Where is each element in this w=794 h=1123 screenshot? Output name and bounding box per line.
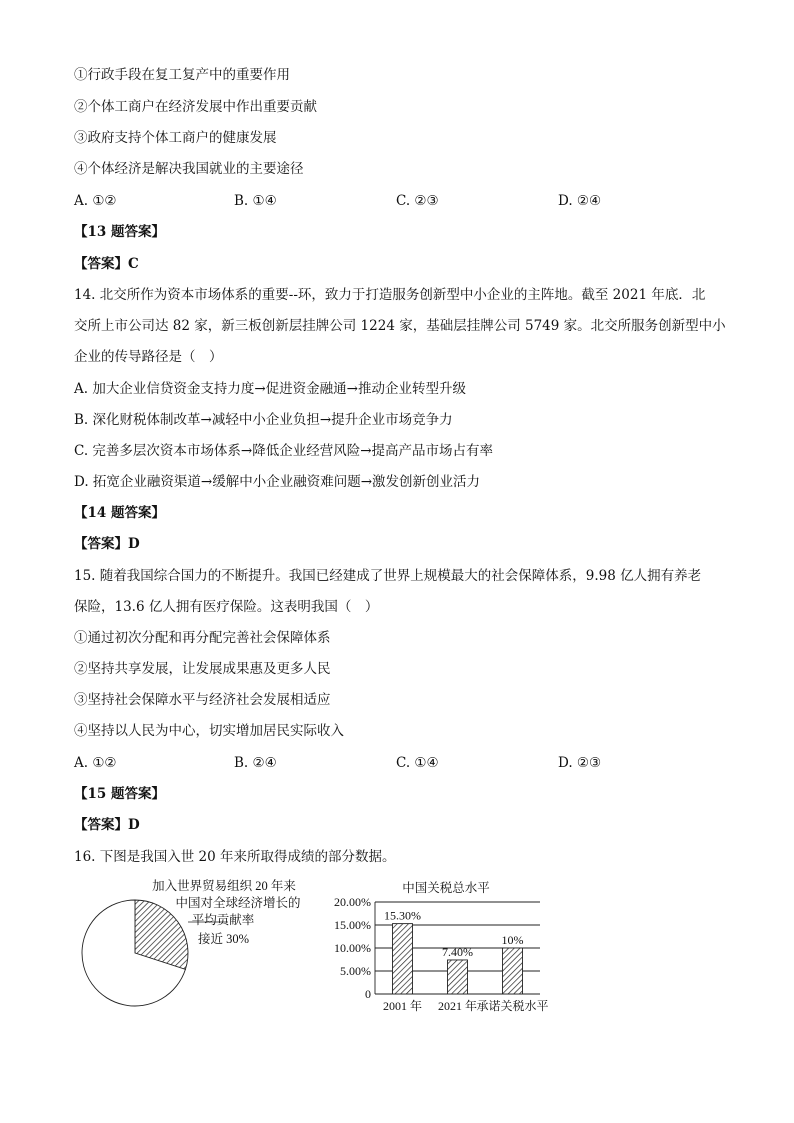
q15-option-a[interactable]: A. ①② — [74, 755, 117, 771]
bar-2 — [448, 960, 468, 994]
bar-1 — [393, 924, 413, 994]
q15-answer: 【答案】D — [74, 817, 140, 833]
bar-chart — [320, 876, 570, 1016]
q15-answer-header: 【15 题答案】 — [74, 786, 165, 802]
q14-option-a[interactable]: A. 加大企业信贷资金支持力度→促进资金融通→推动企业转型升级 — [74, 381, 466, 397]
q15-item-1: ①通过初次分配和再分配完善社会保障体系 — [74, 630, 331, 646]
bar-chart-title: 中国关税总水平 — [402, 881, 490, 895]
q13-answer: 【答案】C — [74, 256, 139, 272]
bar-data-label: 7.40% — [442, 944, 473, 959]
q13-item-3: ③政府支持个体工商户的健康发展 — [74, 130, 277, 146]
pie-title-line-3: 平均贡献率 — [191, 913, 255, 927]
q13-item-1: ①行政手段在复工复产中的重要作用 — [74, 67, 290, 83]
q15-option-d[interactable]: D. ②③ — [558, 755, 602, 771]
q15-stem-line-1: 15. 随着我国综合国力的不断提升。我国已经建成了世界上规模最大的社会保障体系，9.98 亿人拥有养老 — [74, 568, 702, 584]
q14-answer: 【答案】D — [74, 536, 140, 552]
q15-option-b[interactable]: B. ②④ — [234, 755, 277, 771]
q13-item-4: ④个体经济是解决我国就业的主要途径 — [74, 161, 304, 177]
q14-answer-header: 【14 题答案】 — [74, 505, 165, 521]
q13-item-2: ②个体工商户在经济发展中作出重要贡献 — [74, 99, 317, 115]
q14-option-d[interactable]: D. 拓宽企业融资渠道→缓解中小企业融资难问题→激发创新创业活力 — [74, 474, 481, 490]
q14-stem-line-2: 交所上市公司达 82 家，新三板创新层挂牌公司 1224 家，基础层挂牌公司 5749 家。北交所服务创新型中小 — [74, 318, 726, 334]
bar-category-label: 2001 年 — [382, 999, 423, 1013]
q15-item-3: ③坚持社会保障水平与经济社会发展相适应 — [74, 692, 331, 708]
q15-option-c[interactable]: C. ①④ — [396, 755, 439, 771]
pie-slice-label: 接近 30% — [198, 932, 250, 946]
q13-option-c[interactable]: C. ②③ — [396, 193, 439, 209]
bar-data-label: 15.30% — [384, 908, 421, 923]
bar-category-label: 承诺关税水平 — [476, 999, 549, 1013]
q16-stem: 16. 下图是我国入世 20 年来所取得成绩的部分数据。 — [74, 849, 396, 865]
bar-ytick-label: 20.00% — [334, 895, 371, 909]
bar-ytick-label: 5.00% — [340, 964, 371, 978]
q14-option-c[interactable]: C. 完善多层次资本市场体系→降低企业经营风险→提高产品市场占有率 — [74, 443, 494, 459]
q14-option-b[interactable]: B. 深化财税体制改革→减轻中小企业负担→提升企业市场竞争力 — [74, 412, 453, 428]
bar-ytick-label: 0 — [365, 987, 371, 1001]
bar-3 — [503, 948, 523, 994]
q13-option-a[interactable]: A. ①② — [74, 193, 117, 209]
pie-chart — [78, 876, 328, 1016]
q13-option-d[interactable]: D. ②④ — [558, 193, 602, 209]
pie-title-line-1: 加入世界贸易组织 20 年来 — [152, 879, 296, 893]
bar-data-label: 10% — [501, 933, 524, 947]
bar-category-label: 2021 年 — [437, 999, 478, 1013]
q14-stem-line-1: 14. 北交所作为资本市场体系的重要--环，致力于打造服务创新型中小企业的主阵地。截至 2021 年底．北 — [74, 287, 706, 303]
bar-ytick-label: 10.00% — [334, 941, 371, 955]
q13-option-b[interactable]: B. ①④ — [234, 193, 277, 209]
bar-ytick-label: 15.00% — [334, 918, 371, 932]
q15-item-2: ②坚持共享发展，让发展成果惠及更多人民 — [74, 661, 331, 677]
q15-stem-line-2: 保险，13.6 亿人拥有医疗保险。这表明我国（ ） — [74, 599, 379, 615]
pie-title-line-2: 中国对全球经济增长的 — [175, 896, 301, 910]
q14-stem-line-3: 企业的传导路径是（ ） — [74, 349, 223, 365]
q15-item-4: ④坚持以人民为中心，切实增加居民实际收入 — [74, 723, 344, 739]
q13-answer-header: 【13 题答案】 — [74, 224, 165, 240]
